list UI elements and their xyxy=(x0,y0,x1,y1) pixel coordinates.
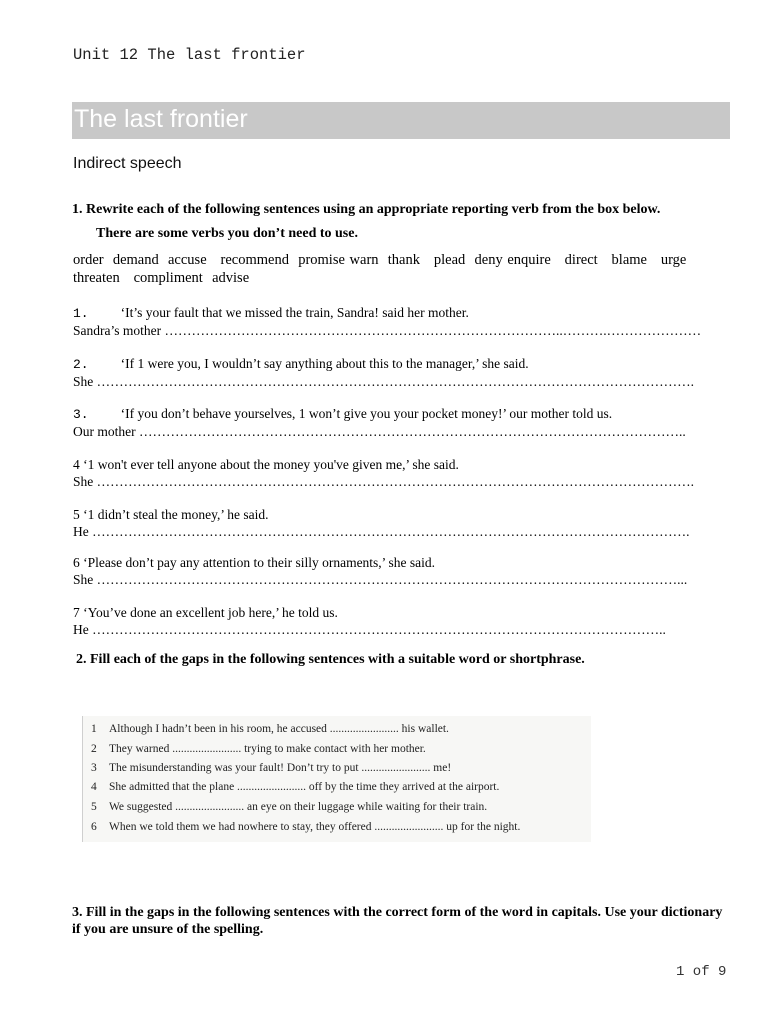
item-number: 6 xyxy=(73,555,80,570)
answer-line[interactable]: He ……………………………………………………………………………………………………………….. xyxy=(73,622,666,637)
exercise1-instruction: 1. Rewrite each of the following sentences using an appropriate reporting verb from the box below. xyxy=(72,202,661,217)
exercise3-instruction: 3. Fill in the gaps in the following sentences with the correct form of the word in capitals. Use your dictionary if you are unsure of the spelling. xyxy=(72,905,723,937)
gap-sentence: 2 They warned ........................ trying to make contact with her mother. xyxy=(91,743,426,755)
answer-line[interactable]: He ……………………………………………………………………………………………………………………. xyxy=(73,524,690,539)
answer-line[interactable]: Sandra’s mother ……………………………………………………………………………..……….………………… xyxy=(73,323,702,338)
answer-line[interactable]: She …………………………………………………………………………………………………………………... xyxy=(73,572,688,587)
gap-sentence: 3 The misunderstanding was your fault! Don’t try to put ........................ me! xyxy=(91,762,452,774)
verb-box xyxy=(73,251,713,287)
exercise1-instruction-note: There are some verbs you don’t need to use. xyxy=(96,226,358,241)
exercise1-item xyxy=(73,456,733,490)
item-sentence: ‘If you don’t behave yourselves, 1 won’t give you your pocket money!’ our mother told us. xyxy=(120,406,613,421)
item-number: 1. xyxy=(73,306,89,321)
item-sentence: ‘Please don’t pay any attention to their silly ornaments,’ she said. xyxy=(83,555,436,570)
exercise1-item xyxy=(73,506,733,540)
exercise2-instruction: 2. Fill each of the gaps in the following sentences with a suitable word or shortphrase. xyxy=(76,652,585,667)
running-header: Unit 12 The last frontier xyxy=(73,46,306,64)
gap-sentence: 5 We suggested ........................ an eye on their luggage while waiting for their train. xyxy=(91,801,488,813)
gap-sentence: 1 Although I hadn’t been in his room, he accused ........................ his wallet. xyxy=(91,723,449,735)
page-title: The last frontier xyxy=(74,105,248,133)
item-number: 3. xyxy=(73,407,89,422)
item-number: 7 xyxy=(73,605,80,620)
exercise1-item xyxy=(73,554,733,588)
answer-line[interactable]: She ……………………………………………………………………………………………………………………. xyxy=(73,374,694,389)
item-sentence: ‘You’ve done an excellent job here,’ he told us. xyxy=(83,605,338,620)
answer-line[interactable]: She ……………………………………………………………………………………………………………………. xyxy=(73,474,694,489)
title-banner xyxy=(72,102,730,139)
exercise1-item xyxy=(73,604,733,638)
gap-sentence: 4 She admitted that the plane ........................ off by the time they arrived at the airport. xyxy=(91,781,500,793)
verb-list-line: order demand accuse recommend promise warn thank plead deny enquire direct blame urge xyxy=(73,252,687,268)
exercise2-scanned-box xyxy=(82,716,591,842)
item-number: 4 xyxy=(73,457,80,472)
answer-line[interactable]: Our mother ………………………………………………………………………………………………………….. xyxy=(73,424,686,439)
item-sentence: ‘1 won't ever tell anyone about the money you've given me,’ she said. xyxy=(83,457,459,472)
item-sentence: ‘If 1 were you, I wouldn’t say anything about this to the manager,’ she said. xyxy=(120,356,529,371)
gap-sentence: 6 When we told them we had nowhere to stay, they offered ........................ up for the night. xyxy=(91,821,521,833)
page-number: 1 of 9 xyxy=(676,964,727,980)
item-sentence: ‘1 didn’t steal the money,’ he said. xyxy=(83,507,269,522)
exercise1-item xyxy=(73,405,733,440)
item-sentence: ‘It’s your fault that we missed the train, Sandra! said her mother. xyxy=(120,305,469,320)
verb-list-line: threaten compliment advise xyxy=(73,270,250,286)
section-subtitle: Indirect speech xyxy=(73,155,182,172)
item-number: 5 xyxy=(73,507,80,522)
exercise1-item xyxy=(73,355,733,390)
item-number: 2. xyxy=(73,357,89,372)
exercise1-item xyxy=(73,304,733,339)
